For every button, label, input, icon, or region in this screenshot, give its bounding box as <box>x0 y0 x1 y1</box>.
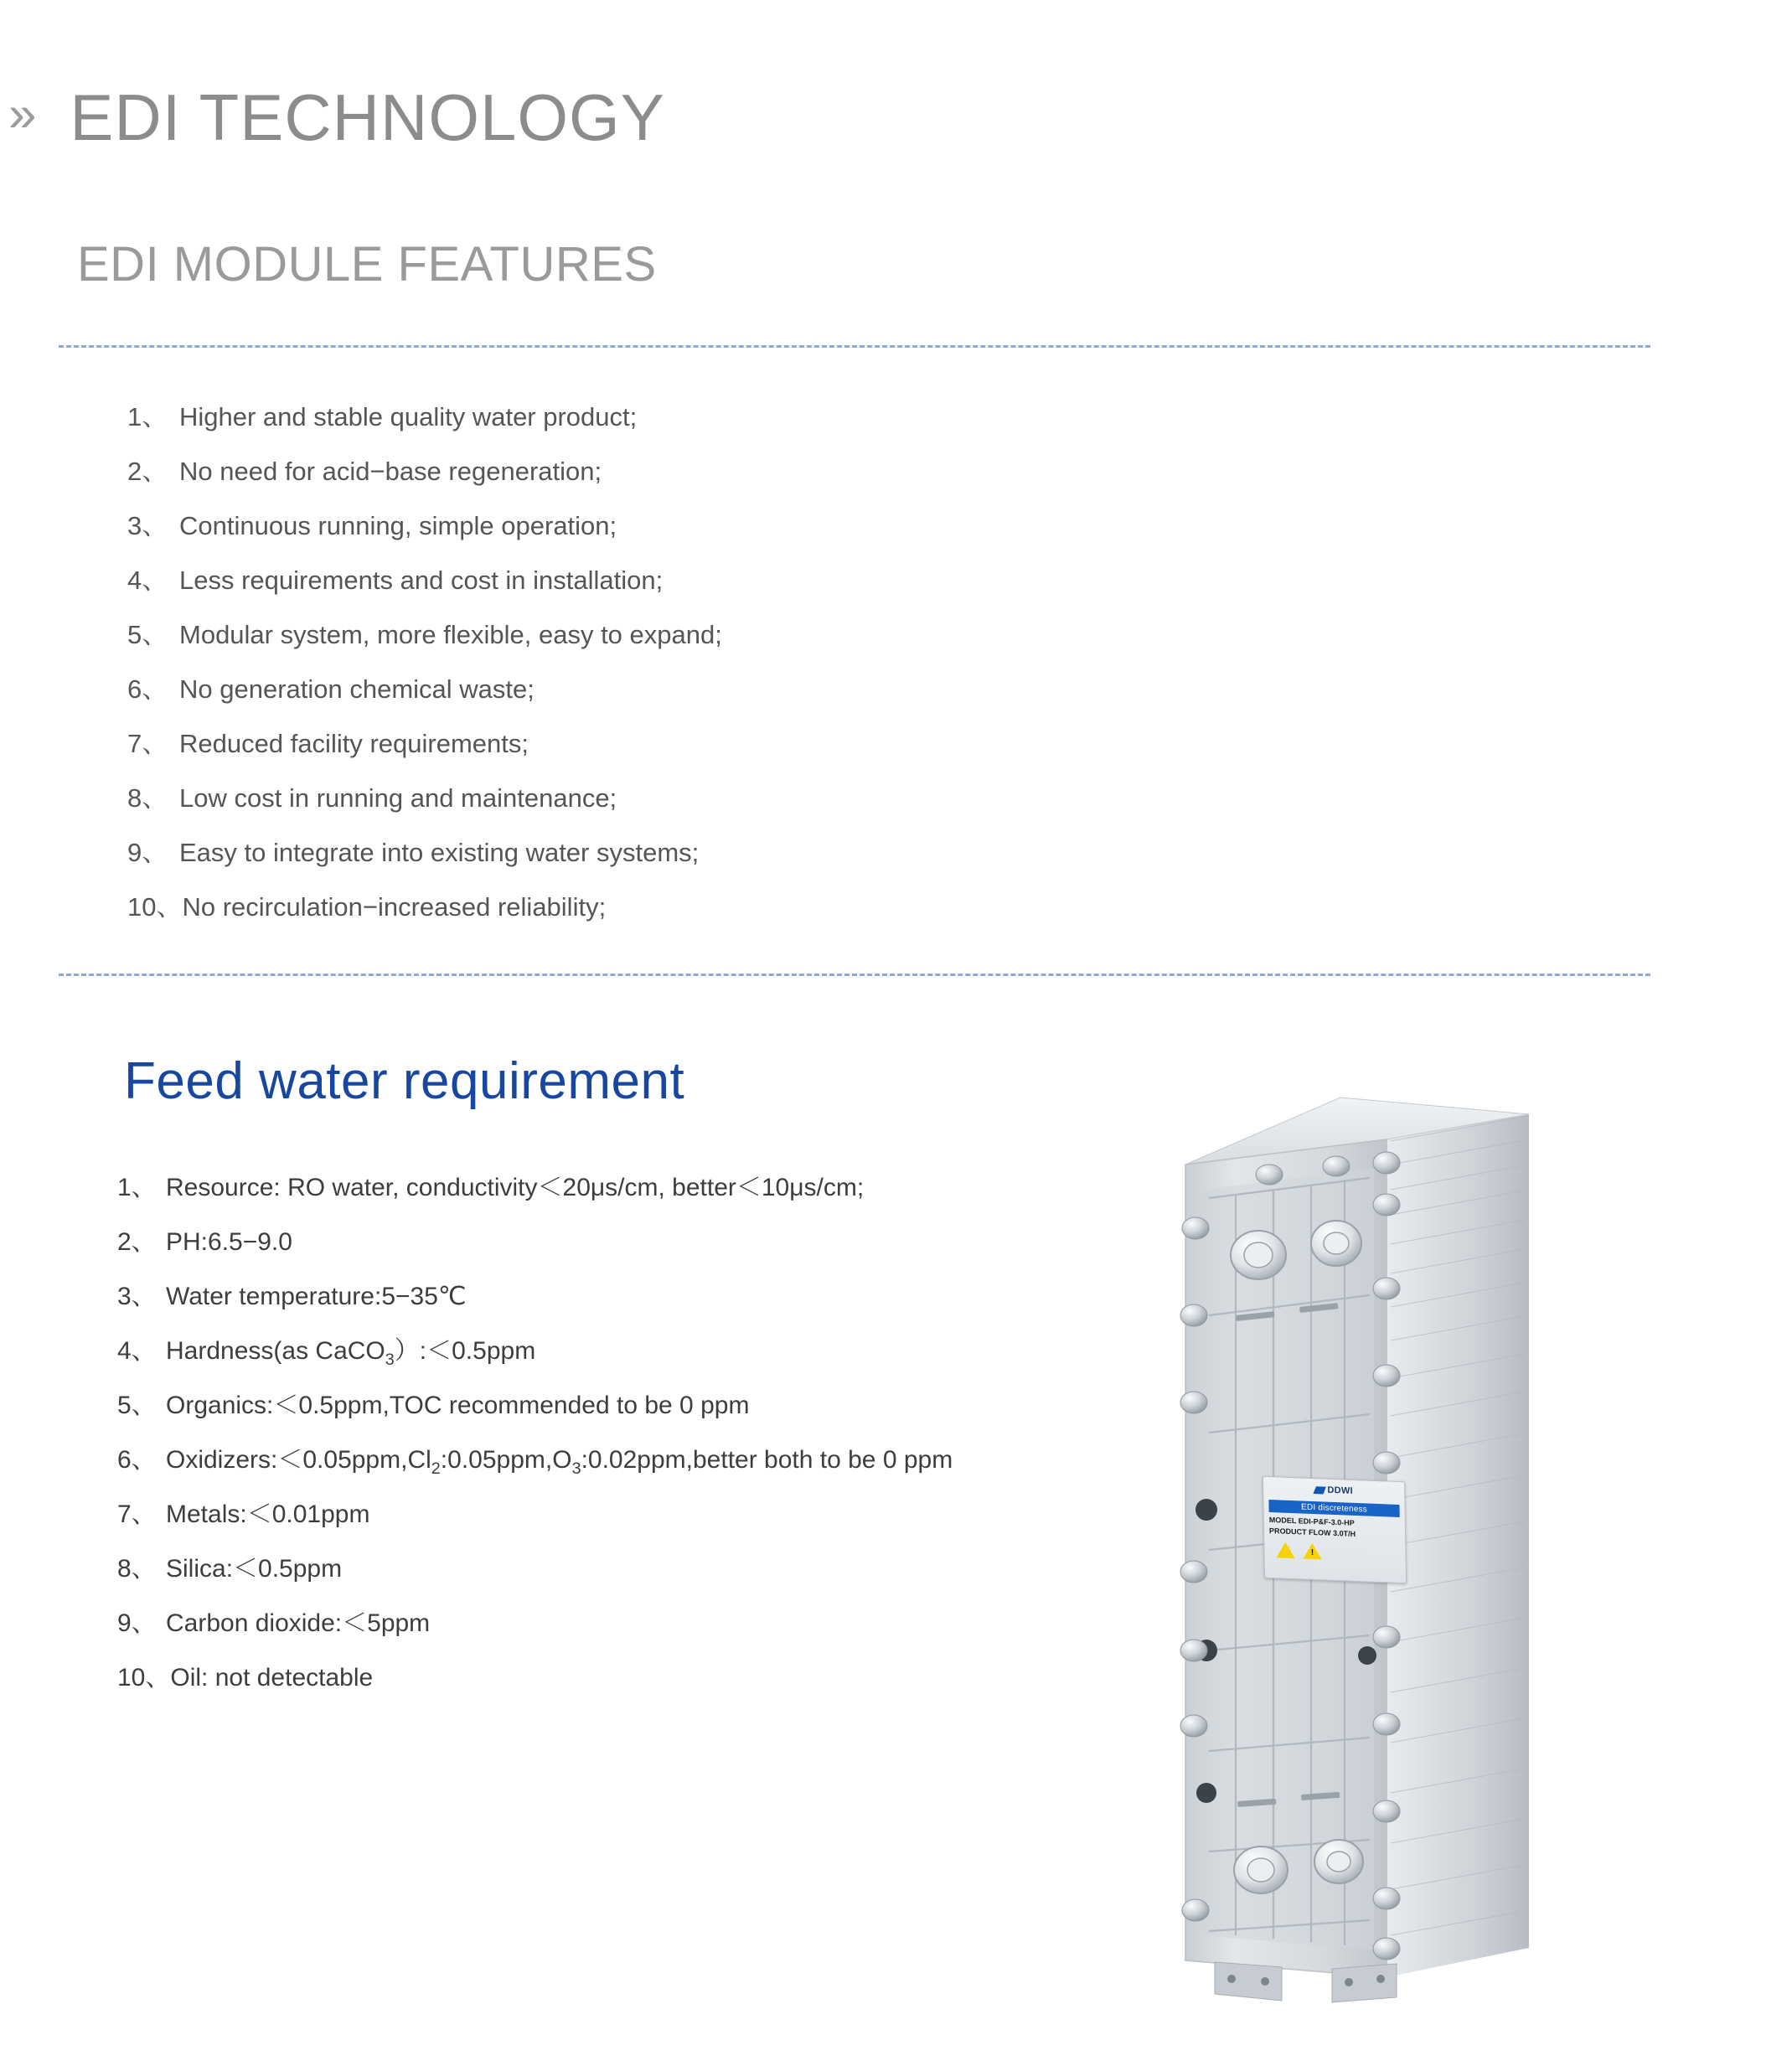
list-item-text: Carbon dioxide:＜5ppm <box>166 1609 431 1637</box>
list-item-text: Easy to integrate into existing water systems; <box>179 838 700 867</box>
list-item-text: Less requirements and cost in installation; <box>179 566 664 595</box>
list-item <box>117 1650 1190 1705</box>
list-item <box>127 444 1300 498</box>
list-item-text: Low cost in running and maintenance; <box>179 783 617 813</box>
label-flow: PRODUCT FLOW 3.0T/H <box>1268 1526 1356 1538</box>
list-item <box>127 662 1300 716</box>
list-item-number: 6、 <box>127 674 168 704</box>
list-item-text: Water temperature:5−35℃ <box>166 1283 467 1310</box>
label-banner: EDI discreteness <box>1268 1500 1399 1517</box>
list-item-text: Continuous running, simple operation; <box>179 511 617 540</box>
list-item <box>117 1433 1190 1487</box>
list-item-number: 1、 <box>117 1174 157 1201</box>
list-item-text-hardness: Hardness(as CaCO$_3$）:＜0.5ppm <box>166 1337 536 1369</box>
list-item <box>117 1378 1190 1433</box>
list-item-text: No recirculation−increased reliability; <box>182 892 607 922</box>
list-item-text: Higher and stable quality water product; <box>179 402 638 431</box>
list-item-number: 10、 <box>127 892 183 922</box>
list-item-number: 5、 <box>127 620 168 649</box>
list-item-number: 9、 <box>117 1609 157 1637</box>
list-item-number: 4、 <box>117 1337 157 1365</box>
list-item <box>117 1542 1190 1596</box>
list-item-text: Silica:＜0.5ppm <box>166 1555 343 1583</box>
list-item-number: 9、 <box>127 838 168 867</box>
list-item <box>117 1596 1190 1650</box>
page-title: EDI TECHNOLOGY <box>70 80 665 154</box>
list-item-number: 3、 <box>127 511 168 540</box>
list-item-number: 8、 <box>127 783 168 813</box>
features-section-title: EDI MODULE FEATURES <box>77 237 657 292</box>
label-warnings <box>1264 1537 1406 1562</box>
list-item-text-oxidizers: $Oxidizers:<0.05ppm,Cl_2:0.05ppm,O_3:0.02ppm,better$ both to be 0 ppm <box>166 1446 953 1478</box>
brand-name: DDWI <box>1327 1485 1354 1496</box>
list-item <box>127 825 1300 880</box>
list-item-number: 8、 <box>117 1555 157 1583</box>
list-item-text: Oil: not detectable <box>170 1664 374 1692</box>
double-chevron-right-icon: » <box>8 85 27 142</box>
list-item-number: 7、 <box>117 1500 157 1528</box>
electric-shock-warning-icon: ⚡ <box>1276 1542 1294 1558</box>
list-item-text: Reduced facility requirements; <box>179 729 529 758</box>
list-item <box>117 1324 1190 1378</box>
brand-diamond-icon <box>1314 1486 1326 1494</box>
list-item-number: 2、 <box>117 1228 157 1256</box>
page-header <box>0 67 1792 168</box>
list-item <box>127 390 1300 444</box>
list-item <box>127 553 1300 607</box>
list-item <box>127 498 1300 553</box>
list-item-text: Resource: RO water, conductivity＜20μs/cm, better＜10μs/cm; <box>166 1174 865 1201</box>
list-item-number: 10、 <box>117 1664 171 1692</box>
list-item <box>127 771 1300 825</box>
list-item-number: 4、 <box>127 566 168 595</box>
list-item-number: 5、 <box>117 1392 157 1419</box>
list-item <box>117 1215 1190 1269</box>
list-item <box>117 1269 1190 1324</box>
list-item-text: Metals:＜0.01ppm <box>166 1500 370 1528</box>
list-item <box>127 880 1300 934</box>
divider-bottom <box>59 974 1650 976</box>
list-item-text: Modular system, more flexible, easy to expand; <box>179 620 722 649</box>
list-item-number: 3、 <box>117 1283 157 1310</box>
list-item-number: 7、 <box>127 729 168 758</box>
list-item-text: Organics:＜0.5ppm,TOC recommended to be 0 ppm <box>166 1392 750 1419</box>
list-item-text: PH:6.5−9.0 <box>166 1228 292 1256</box>
divider-top <box>59 345 1650 348</box>
list-item <box>117 1160 1190 1215</box>
list-item <box>127 716 1300 771</box>
feed-water-list <box>117 1160 1190 1705</box>
list-item-number: 2、 <box>127 457 168 486</box>
label-model: MODEL EDI-P&F-3.0-HP <box>1268 1516 1355 1527</box>
general-warning-icon: ! <box>1303 1543 1321 1560</box>
feed-water-title: Feed water requirement <box>124 1052 685 1110</box>
list-item-number: 1、 <box>127 402 168 431</box>
list-item-text: No need for acid−base regeneration; <box>179 457 602 486</box>
list-item-text: No generation chemical waste; <box>179 674 535 704</box>
features-list <box>127 390 1300 934</box>
product-label-plate <box>1263 1476 1407 1584</box>
list-item-number: 6、 <box>117 1446 157 1474</box>
list-item <box>127 607 1300 662</box>
